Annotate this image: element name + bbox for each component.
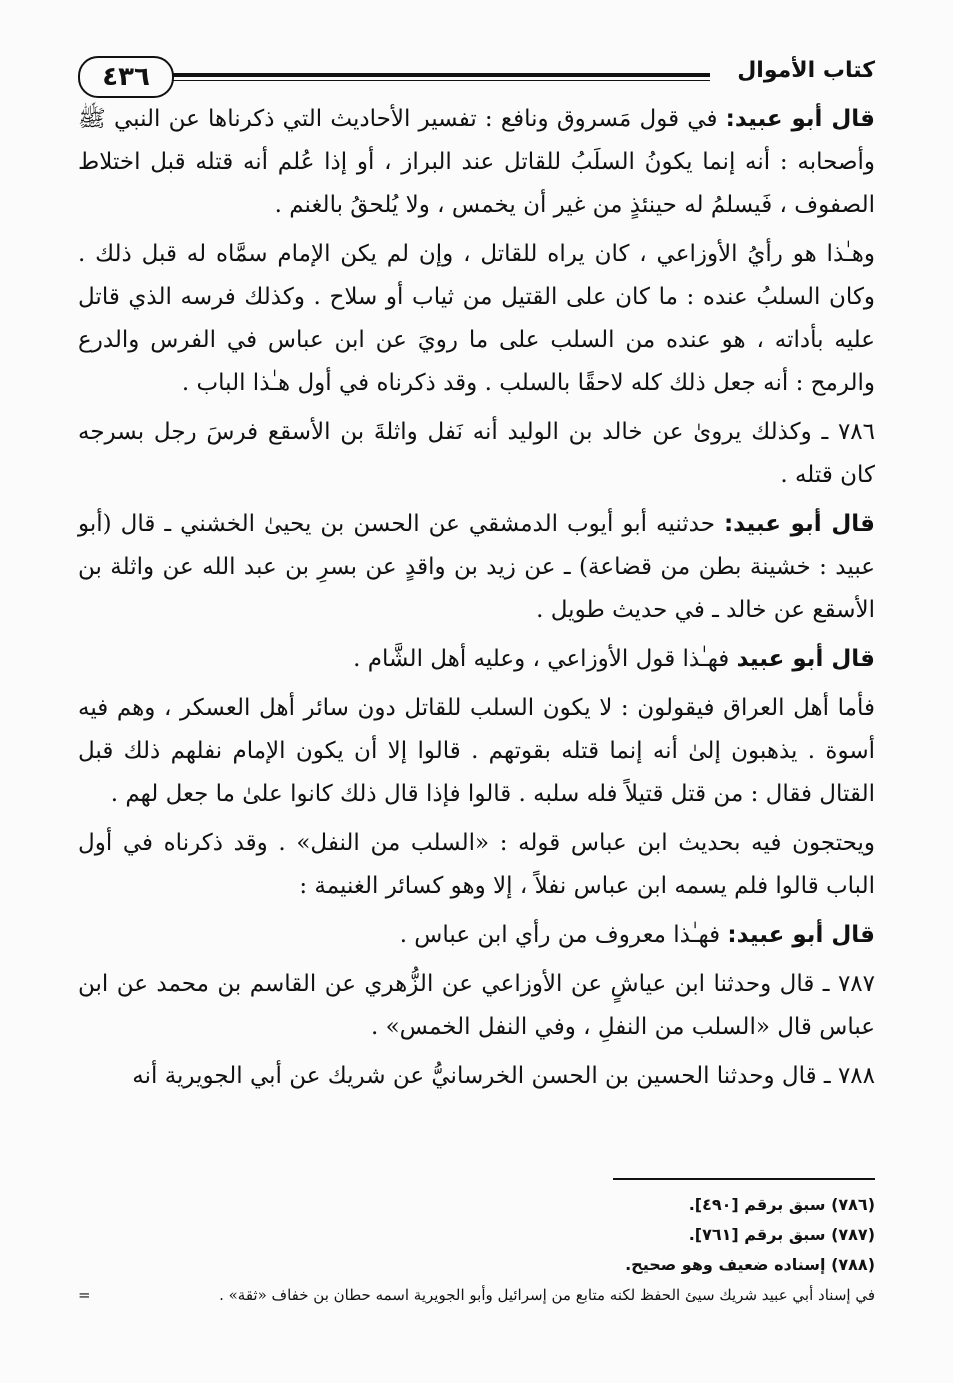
footnote-separator xyxy=(613,1178,875,1180)
paragraph xyxy=(78,822,875,908)
speaker-label: قال أبو عبيد: xyxy=(727,922,875,948)
footnote: (٧٨٧) سبق برقم [٧٦١]. xyxy=(688,1225,875,1244)
paragraph xyxy=(78,687,875,816)
paragraph-text: فأما أهل العراق فيقولون : لا يكون السلب للقاتل دون سائر أهل العسكر ، وهم فيه أسوة . يذهبون إلىٰ أنه إنما قتله بقوتهم . قالوا إلا أن يكون الإمام نفلهم ذلك قبل القتال فقال : من قتل قتيلاً فله سلبه . قالوا فإذا قال ذلك كانوا علىٰ ما جعل لهم . xyxy=(78,695,875,807)
speaker-label: قال أبو عبيد: xyxy=(723,511,875,537)
paragraph-text: ٧٨٨ ـ قال وحدثنا الحسين بن الحسن الخرسانيُّ عن شريك عن أبي الجويرية أنه xyxy=(132,1063,875,1089)
footnote: (٧٨٨) إسناده ضعيف وهو صحيح. xyxy=(625,1255,875,1274)
page-number: ٤٣٦ xyxy=(78,56,174,98)
footnote: (٧٨٦) سبق برقم [٤٩٠]. xyxy=(688,1195,875,1214)
footnotes xyxy=(78,1190,875,1310)
continuation-mark: = xyxy=(78,1286,91,1304)
header-rule xyxy=(173,73,710,81)
speaker-label: قال أبو عبيد xyxy=(736,646,875,672)
paragraph-text: ٧٨٧ ـ قال وحدثنا ابن عياشٍ عن الأوزاعي عن الزُّهري عن القاسم بن محمد عن ابن عباس قال «السلب من النفلِ ، وفي النفل الخمس» . xyxy=(78,971,875,1040)
paragraph xyxy=(78,503,875,632)
paragraph xyxy=(78,914,875,957)
paragraph xyxy=(78,233,875,405)
paragraph-text: فهـٰذا قول الأوزاعي ، وعليه أهل الشَّام . xyxy=(353,646,737,672)
paragraph xyxy=(78,411,875,497)
paragraph-text: وهـٰذا هو رأيُ الأوزاعي ، كان يراه للقاتل ، وإن لم يكن الإمام سمَّاه له قبل ذلك . وكان السلبُ عنده : ما كان على القتيل من ثياب أو سلاح . وكذلك فرسه الذي قاتل عليه بأداته ، هو عنده من السلب على ما رويَ عن ابن عباس في الفرس والدرع والرمح : أنه جعل ذلك كله لاحقًا بالسلب . وقد ذكرناه في أول هـٰذا الباب . xyxy=(78,241,875,396)
page-header xyxy=(78,56,875,100)
paragraph-text: في قول مَسروق ونافع : تفسير الأحاديث التي ذكرناها عن النبي ﷺ وأصحابه : أنه إنما يكونُ السلَبُ للقاتل عند البراز ، أو إذا عُلم أنه قتله قبل اختلاط الصفوف ، فَيسلمُ له حينئذٍ من غير أن يخمس ، ولا يُلحقُ بالغنم . xyxy=(78,106,875,218)
paragraph xyxy=(78,963,875,1049)
paragraph-text: ٧٨٦ ـ وكذلك يروىٰ عن خالد بن الوليد أنه نَفل واثلةَ بن الأسقع فرسَ رجل بسرجه كان قتله . xyxy=(78,419,875,488)
paragraph-text: ويحتجون فيه بحديث ابن عباس قوله : «السلب من النفل» . وقد ذكرناه في أول الباب قالوا فلم يسمه ابن عباس نفلاً ، إلا وهو كسائر الغنيمة : xyxy=(78,830,875,899)
paragraph xyxy=(78,638,875,681)
footnote-note: في إسناد أبي عبيد شريك سيئ الحفظ لكنه متابع من إسرائيل وأبو الجويرية اسمه حطان بن خفاف «ثقة» . xyxy=(219,1286,875,1304)
paragraph-text: حدثنيه أبو أيوب الدمشقي عن الحسن بن يحيىٰ الخشني ـ قال (أبو عبيد : خشينة بطن من قضاعة) ـ عن زيد بن واقدٍ عن بسرِ بن عبد الله عن واثلة بن الأسقع عن خالد ـ في حديث طويل . xyxy=(78,511,875,623)
footnote-note-line xyxy=(78,1280,875,1310)
paragraph-text: فهـٰذا معروف من رأي ابن عباس . xyxy=(399,922,728,948)
paragraph xyxy=(78,98,875,227)
paragraph xyxy=(78,1055,875,1098)
running-title: كتاب الأموال xyxy=(737,58,875,83)
speaker-label: قال أبو عبيد: xyxy=(725,106,875,132)
main-text xyxy=(78,98,875,1104)
